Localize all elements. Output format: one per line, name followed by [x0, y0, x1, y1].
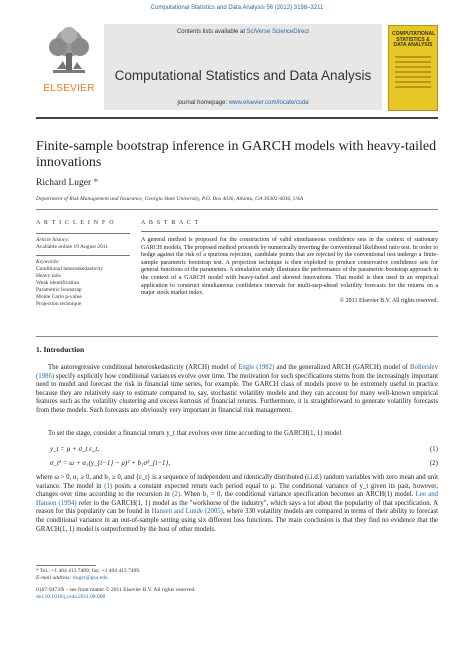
- keyword-item: Parametric bootstrap: [36, 287, 82, 293]
- reference-engle-1982[interactable]: Engle (1982): [238, 364, 275, 371]
- affiliation-divider: [36, 209, 438, 210]
- keyword-item: Weak identification: [36, 280, 80, 286]
- contents-line: [104, 29, 382, 35]
- journal-cover-thumbnail: [388, 25, 438, 111]
- email-label: E-mail address:: [36, 575, 73, 581]
- keyword-item: Projection technique: [36, 301, 82, 307]
- doi-link[interactable]: doi:10.1016/j.csda.2011.08.008: [36, 594, 106, 600]
- abstract-text: A general method is proposed for the construction of valid simultaneous confidence sets in the context of stationary GARCH models. The proposed method proceeds by numerically inverting the conventional likelihood ratio test. In order to hedge against the risk of a spurious rejection, candidate points that are rejected by the conventional test undergo a finite-sample parametric bootstrap test. A projection technique is then exploited to produce conservative confidence sets for general functions of the parameters. A simulation study illustrates the performance of the parametric bootstrap approach in the context of a GARCH model with heavy-tailed and skewed innovations. That model is then used in an empirical application to construct simultaneous confidence intervals for multi-step-ahead volatility forecasts for the returns on a major stock market index.: [141, 237, 438, 297]
- history-label: Article history:: [36, 237, 70, 243]
- reference-bollerslev-1986[interactable]: Bollerslev (1986): [36, 364, 438, 380]
- footnote-email-line: [36, 575, 216, 582]
- elsevier-tree-icon: [43, 25, 95, 77]
- intro-p3-text-d: refer to the GARCH(1, 1) model as the "workhorse of the industry", which says a lot about the popularity of that specification. A reason for this popularity can be found in: [36, 499, 438, 516]
- section-heading-introduction: 1. Introduction: [36, 345, 85, 354]
- article-info-heading: A R T I C L E I N F O: [36, 220, 115, 226]
- abstract-heading: A B S T R A C T: [141, 220, 200, 226]
- issn-line: 0167-9473/$ – see front matter © 2011 Elsevier B.V. All rights reserved.: [36, 587, 196, 593]
- header-divider: [36, 117, 438, 119]
- cover-decoration: [395, 56, 431, 91]
- homepage-link[interactable]: www.elsevier.com/locate/csda: [228, 100, 309, 106]
- author-footnote-mark[interactable]: *: [93, 178, 99, 188]
- equation-ref-1[interactable]: (1): [104, 482, 113, 490]
- intro-paragraph-2: To set the stage, consider a financial return y_t that evolves over time according to the GARCH(1, 1) model: [48, 430, 342, 437]
- journal-title: Computational Statistics and Data Analysis: [114, 68, 372, 83]
- author-footnote: [36, 568, 216, 582]
- equation-2: [50, 459, 438, 467]
- reference-hansen-lunde-2005[interactable]: Hansen and Lunde (2005): [151, 508, 223, 516]
- intro-paragraph-1: [36, 364, 438, 416]
- publication-footer: [36, 587, 296, 601]
- intro-p3-text-a: where ω > 0, α₁ ≥ 0, and b₁ ≥ 0, and {ε_t} is a sequence of independent and identically distributed (i.i.d.) random variables with zero mean and unit variance. The model in: [36, 474, 438, 490]
- homepage-line: [104, 100, 382, 106]
- keywords-label: Keywords:: [36, 259, 60, 265]
- intro-p1-text-c: specify explicitly how conditional variances evolve over time. The motivation for such specifications stems from the increasingly important need to model and forecast the risk in financial time series, for example. The GARCH class of models prove to be extremely useful in practice because they are relatively easy to estimate compared to, say, stochastic volatility models and they can account for many well-known empirical features such as the volatility clustering and excess kurtosis of financial returns. Furthermore, it is straightforward to generate volatility forecasts from these models. Such forecasts are obviously very important in financial risk management.: [36, 372, 438, 414]
- author-name: Richard Luger: [36, 178, 92, 188]
- author-affiliation: Department of Risk Management and Insurance, Georgia State University, P.O. Box 4036, Atlanta, GA 30302-4036, USA: [36, 196, 304, 202]
- article-info-divider: [36, 233, 130, 234]
- contents-prefix: Contents lists available at: [176, 29, 247, 35]
- history-value: Available online 19 August 2011: [36, 244, 109, 250]
- equation-2-number: (2): [429, 459, 438, 467]
- sciencedirect-link[interactable]: SciVerse ScienceDirect: [246, 29, 310, 35]
- journal-header-band: [104, 24, 382, 110]
- equation-2-formula: σ_t² = ω + α₁(y_{t−1} − μ)² + b₁σ²_{t−1},: [50, 459, 171, 467]
- abstract-copyright: © 2011 Elsevier B.V. All rights reserved.: [339, 297, 438, 304]
- equation-1: [50, 445, 438, 453]
- keyword-item: Conditional heteroskedasticity: [36, 266, 104, 272]
- intro-p1-text-a: The autoregressive conditional heteroskedasticity (ARCH) model of: [48, 364, 239, 371]
- keyword-item: Heavy tails: [36, 273, 61, 279]
- intro-p3-text-e: , where 330 volatility models are compared in terms of their ability to forecast the conditional variance in an out-of-sample setting using six different loss functions. The main conclusion is that they find no evidence that the GRACH(1, 1) model is outperformed by the host of other models.: [36, 508, 439, 533]
- abstract-bottom-divider: [36, 336, 438, 337]
- elsevier-logo: [38, 25, 100, 103]
- publisher-name: ELSEVIER: [43, 83, 95, 94]
- abstract-body: [141, 237, 438, 305]
- article-info: [36, 220, 130, 308]
- intro-p3-text-b: posits a constant expected return each period equal to μ. The conditional variance of y_t given its past, however, changes over time according to the recursion in: [36, 482, 438, 499]
- intro-p1-text-b: and the generalized ARCH (GARCH) model of: [274, 364, 411, 371]
- equation-ref-2[interactable]: (2): [172, 491, 181, 499]
- email-link[interactable]: rluger@gsu.edu: [72, 575, 108, 581]
- intro-paragraph-3: [36, 474, 438, 534]
- cover-title: COMPUTATIONAL STATISTICS & DATA ANALYSIS: [392, 31, 436, 48]
- keywords-divider: [36, 255, 130, 256]
- footnote-divider: [36, 565, 96, 566]
- keyword-item: Monte Carlo p-value: [36, 294, 82, 300]
- intro-p3-text-c: . When b₁ = 0, the conditional variance specification becomes an ARCH(1) model.: [180, 491, 416, 499]
- abstract-divider: [141, 231, 438, 232]
- journal-citation[interactable]: Computational Statistics and Data Analysis 56 (2012) 3198–3211: [150, 5, 324, 11]
- author-line: [36, 178, 98, 188]
- paper-title: Finite-sample bootstrap inference in GARCH models with heavy-tailed innovations: [36, 139, 437, 170]
- equation-1-formula: y_t = μ + σ_t ε_t,: [50, 445, 100, 453]
- equation-1-number: (1): [429, 445, 438, 453]
- reference-lee-hansen-1994[interactable]: Lee and Hansen (1994): [36, 491, 438, 507]
- footnote-tel: * Tel.: +1 404 413 7489; fax: +1 404 413 7499.: [36, 568, 141, 574]
- homepage-prefix: journal homepage:: [177, 100, 229, 106]
